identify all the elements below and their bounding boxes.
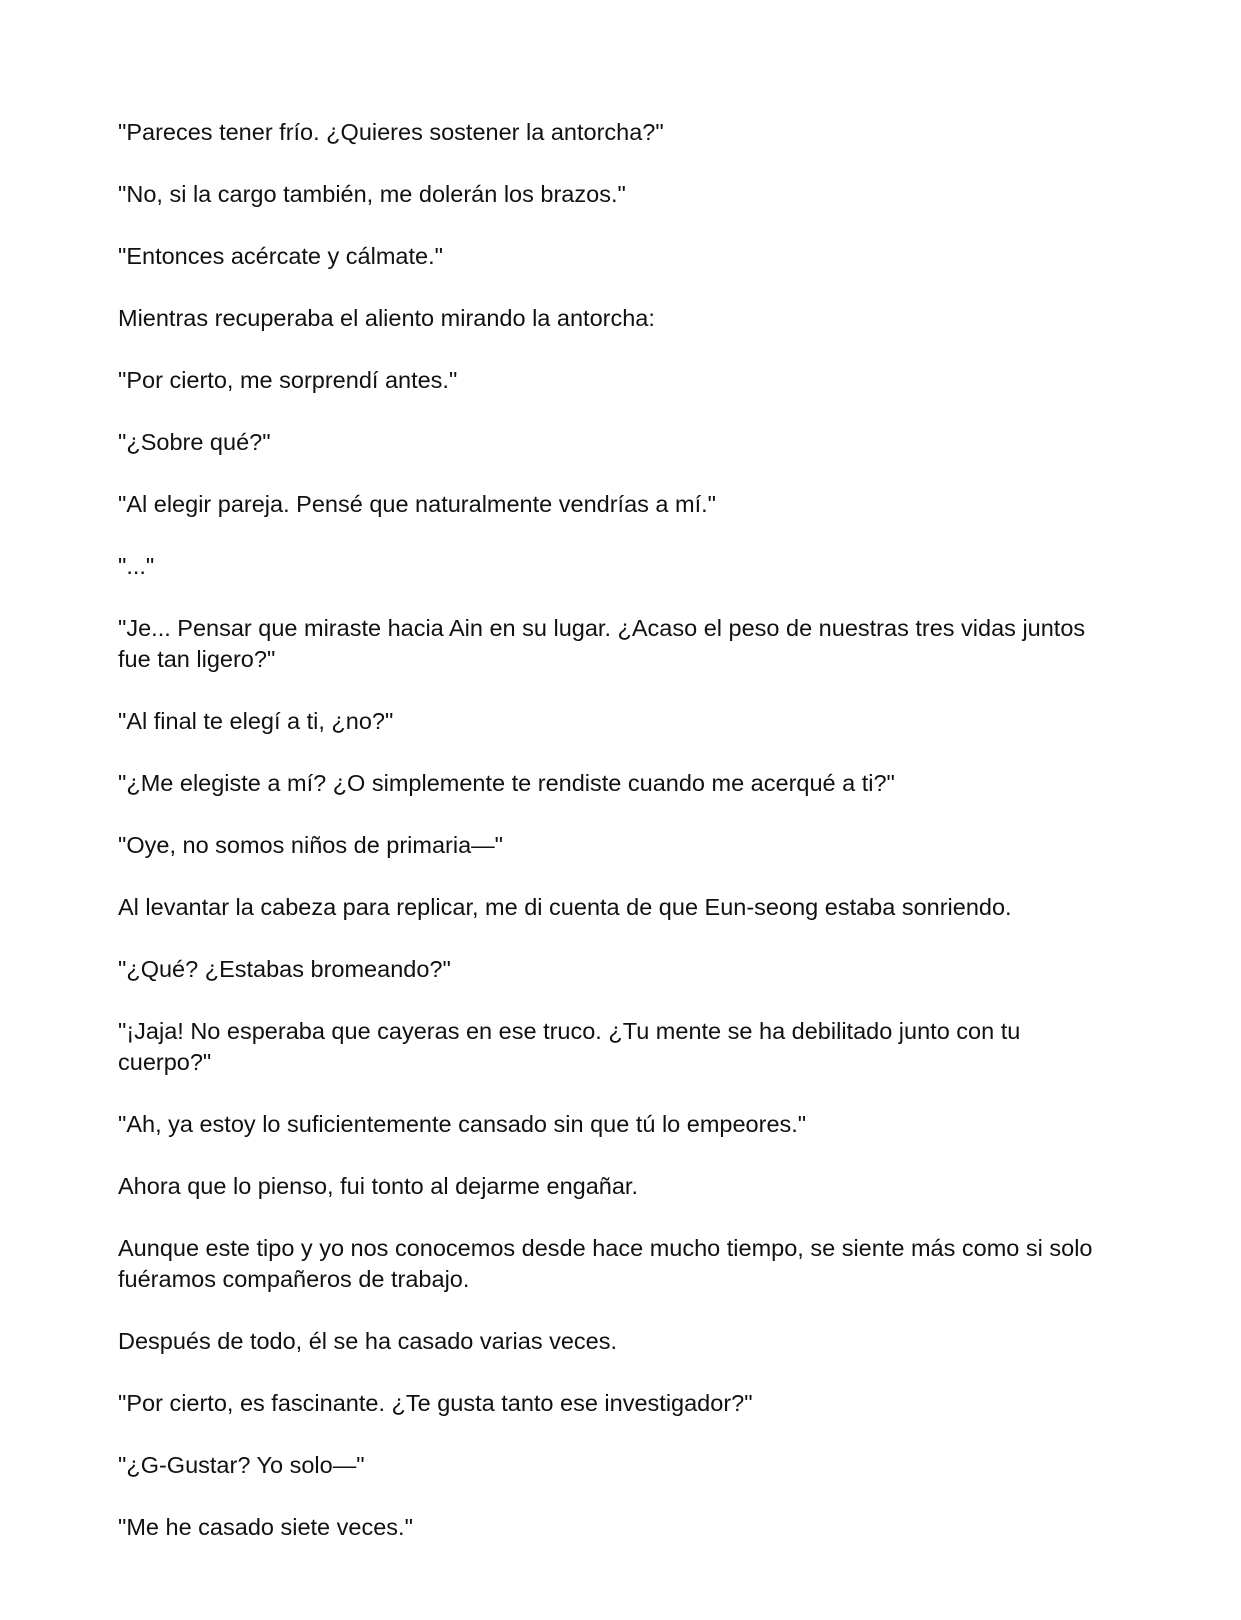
paragraph: "¿Qué? ¿Estabas bromeando?" (118, 956, 451, 982)
paragraph: Aunque este tipo y yo nos conocemos desde hace mucho tiempo, se siente más como si solo fuéramos compañeros de trabajo. (118, 1235, 1093, 1292)
paragraph: Después de todo, él se ha casado varias veces. (118, 1328, 618, 1354)
paragraph: "Oye, no somos niños de primaria—" (118, 832, 504, 858)
paragraph: "Por cierto, me sorprendí antes." (118, 367, 458, 393)
paragraph: Mientras recuperaba el aliento mirando la antorcha: (118, 305, 655, 331)
paragraph: Al levantar la cabeza para replicar, me di cuenta de que Eun-seong estaba sonriendo. (118, 894, 1012, 920)
paragraph: "Al final te elegí a ti, ¿no?" (118, 708, 394, 734)
paragraph: "Pareces tener frío. ¿Quieres sostener la antorcha?" (118, 119, 664, 145)
paragraph: "Al elegir pareja. Pensé que naturalmente vendrías a mí." (118, 491, 716, 517)
paragraph: "¿Me elegiste a mí? ¿O simplemente te rendiste cuando me acerqué a ti?" (118, 770, 895, 796)
paragraph: "Me he casado siete veces." (118, 1514, 413, 1540)
paragraph: "¿G-Gustar? Yo solo—" (118, 1452, 365, 1478)
paragraph: "Je... Pensar que miraste hacia Ain en su lugar. ¿Acaso el peso de nuestras tres vidas juntos fue tan ligero?" (118, 615, 1086, 672)
paragraph: "Ah, ya estoy lo suficientemente cansado sin que tú lo empeores." (118, 1111, 807, 1137)
paragraph: "Por cierto, es fascinante. ¿Te gusta tanto ese investigador?" (118, 1390, 753, 1416)
paragraph: "¿Sobre qué?" (118, 429, 271, 455)
document-body (118, 117, 1098, 1574)
paragraph: "No, si la cargo también, me dolerán los brazos." (118, 181, 626, 207)
paragraph: "..." (118, 553, 155, 579)
paragraph: "¡Jaja! No esperaba que cayeras en ese truco. ¿Tu mente se ha debilitado junto con tu cuerpo?" (118, 1018, 1021, 1075)
paragraph: "Entonces acércate y cálmate." (118, 243, 443, 269)
paragraph: Ahora que lo pienso, fui tonto al dejarme engañar. (118, 1173, 638, 1199)
